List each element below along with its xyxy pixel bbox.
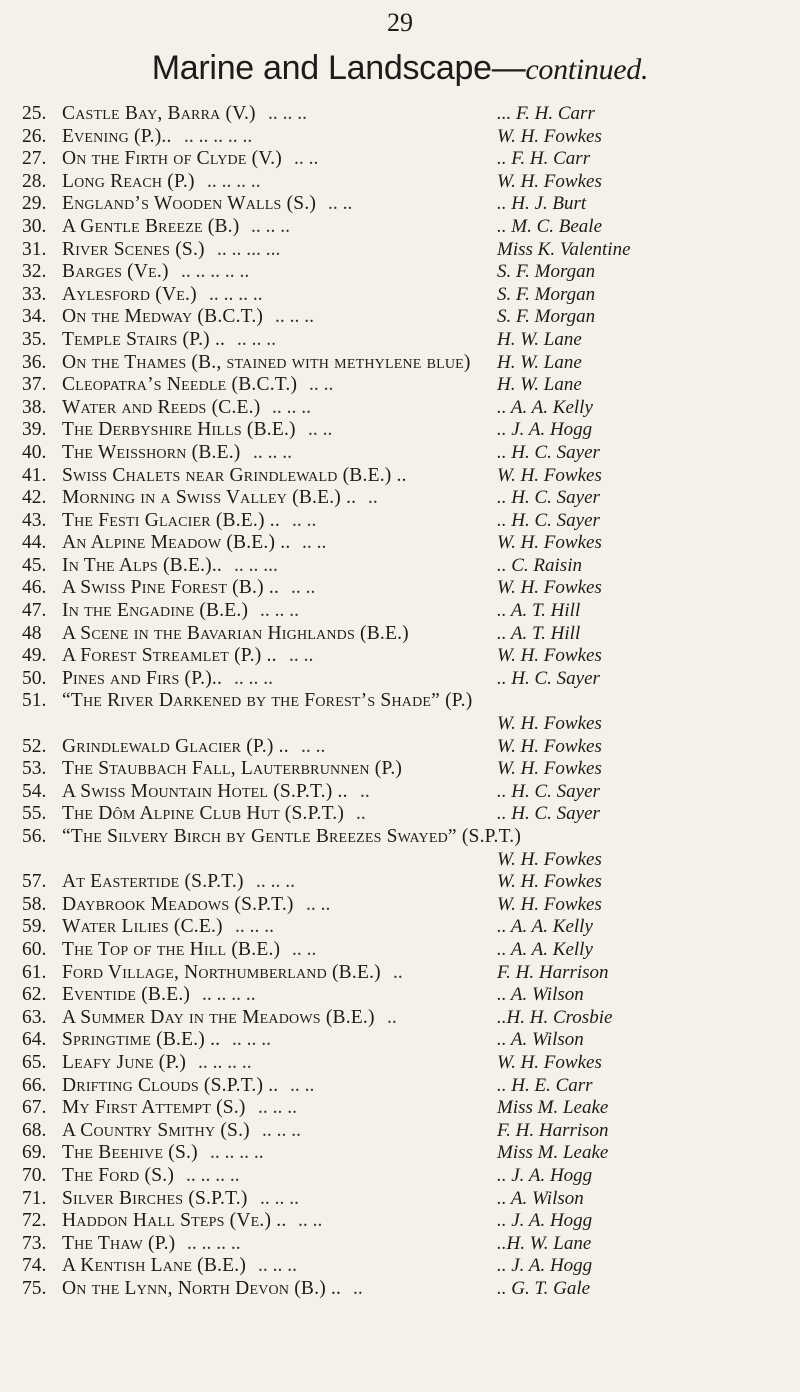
- entry-title: On the Thames (B., stained with methylene blue): [62, 351, 471, 373]
- entry-artist: .. H. C. Sayer: [497, 803, 600, 825]
- entry-number: 66.: [22, 1074, 47, 1096]
- catalogue-entry: [22, 1188, 792, 1211]
- entry-artist: W. H. Fowkes: [497, 713, 602, 735]
- entry-artist: Miss K. Valentine: [497, 238, 631, 260]
- entry-artist: .. A. Wilson: [497, 1029, 584, 1051]
- entry-leader-dots: .. .. ..: [262, 1119, 301, 1141]
- catalogue-entry: [22, 736, 792, 759]
- entry-artist: .. A. T. Hill: [497, 622, 581, 644]
- entry-title: A Gentle Breeze (B.): [62, 215, 240, 237]
- entry-number: 67.: [22, 1097, 47, 1119]
- section-heading-main: Marine and Landscape—: [151, 49, 526, 87]
- entry-title: The Thaw (P.): [62, 1232, 176, 1254]
- entry-leader-dots: .. ..: [309, 374, 334, 396]
- entry-leader-dots: .. .. .. ..: [210, 1142, 264, 1164]
- catalogue-entry: [22, 1165, 792, 1188]
- entry-title: A Swiss Pine Forest (B.) ..: [62, 577, 280, 599]
- catalogue-entry: [22, 487, 792, 510]
- entry-title: “The River Darkened by the Forest’s Shade” (P.): [62, 690, 473, 712]
- catalogue-entry: [22, 713, 792, 736]
- entry-leader-dots: .. .. .. ..: [187, 1232, 241, 1254]
- entry-number: 48: [22, 622, 42, 644]
- entry-title: Silver Birches (S.P.T.): [62, 1187, 248, 1209]
- entry-title: Castle Bay, Barra (V.): [62, 103, 256, 124]
- entry-leader-dots: .. ..: [301, 735, 326, 757]
- entry-number: 72.: [22, 1210, 47, 1232]
- entry-leader-dots: .. ..: [290, 1074, 315, 1096]
- entry-leader-dots: .. .. .. ..: [209, 283, 263, 305]
- entry-number: 57.: [22, 871, 47, 893]
- catalogue-entry: [22, 1142, 792, 1165]
- entry-artist: H. W. Lane: [497, 328, 582, 350]
- entry-leader-dots: .. ..: [298, 1210, 323, 1232]
- entry-number: 47.: [22, 600, 47, 622]
- entry-title: A Swiss Mountain Hotel (S.P.T.) ..: [62, 780, 348, 802]
- entry-title: England’s Wooden Walls (S.): [62, 193, 317, 215]
- entry-number: 61.: [22, 961, 47, 983]
- catalogue-entry: [22, 1120, 792, 1143]
- entry-leader-dots: .. .. ..: [234, 667, 273, 689]
- entry-artist: .. J. A. Hogg: [497, 1164, 593, 1186]
- entry-title: At Eastertide (S.P.T.): [62, 871, 244, 893]
- entry-leader-dots: .. .. ...: [234, 554, 278, 576]
- entry-artist: S. F. Morgan: [497, 261, 596, 283]
- catalogue-entry: [22, 374, 792, 397]
- entry-title: A Country Smithy (S.): [62, 1119, 250, 1141]
- catalogue-entry: [22, 849, 792, 872]
- entry-title: On the Lynn, North Devon (B.) ..: [62, 1277, 342, 1299]
- entry-leader-dots: ..: [356, 803, 366, 825]
- entry-artist: ..H. H. Crosbie: [497, 1006, 613, 1028]
- catalogue-entry: [22, 465, 792, 488]
- entry-number: 30.: [22, 215, 47, 237]
- catalogue-entry: [22, 1097, 792, 1120]
- entry-artist: .. M. C. Beale: [497, 215, 603, 237]
- entry-number: 54.: [22, 780, 47, 802]
- catalogue-entry: [22, 148, 792, 171]
- section-heading: [0, 48, 800, 90]
- entry-artist: H. W. Lane: [497, 351, 582, 373]
- entry-title: The Top of the Hill (B.E.): [62, 938, 281, 960]
- entry-number: 39.: [22, 419, 47, 441]
- entry-number: 52.: [22, 735, 47, 757]
- entry-number: 68.: [22, 1119, 47, 1141]
- catalogue-entry: [22, 352, 792, 375]
- entry-leader-dots: .. .. .. .. ..: [184, 125, 253, 147]
- entry-artist: W. H. Fowkes: [497, 758, 602, 780]
- entry-number: 46.: [22, 577, 47, 599]
- entry-leader-dots: .. ..: [289, 645, 314, 667]
- entry-artist: .. A. Wilson: [497, 1187, 584, 1209]
- entry-title: Haddon Hall Steps (Ve.) ..: [62, 1210, 287, 1232]
- entry-title: Leafy June (P.): [62, 1051, 187, 1073]
- catalogue-entry: [22, 623, 792, 646]
- entry-number: 53.: [22, 758, 47, 780]
- entry-artist: W. H. Fowkes: [497, 125, 602, 147]
- entry-leader-dots: .. ..: [294, 148, 319, 170]
- entry-artist: W. H. Fowkes: [497, 170, 602, 192]
- entry-title: On the Medway (B.C.T.): [62, 306, 264, 328]
- catalogue-entry: [22, 216, 792, 239]
- entry-title: On the Firth of Clyde (V.): [62, 148, 282, 170]
- catalogue-entry: [22, 442, 792, 465]
- entry-number: 38.: [22, 396, 47, 418]
- entry-number: 37.: [22, 374, 47, 396]
- entry-leader-dots: .. .. ..: [268, 103, 307, 124]
- entry-artist: .. F. H. Carr: [497, 148, 591, 170]
- entry-title: The Ford (S.): [62, 1164, 175, 1186]
- catalogue-entry: [22, 419, 792, 442]
- entry-number: 35.: [22, 328, 47, 350]
- entry-leader-dots: .. .. ..: [237, 328, 276, 350]
- entry-title: Pines and Firs (P.)..: [62, 667, 223, 689]
- entry-leader-dots: .. .. ..: [256, 871, 295, 893]
- entry-artist: S. F. Morgan: [497, 306, 596, 328]
- entry-artist: .. H. C. Sayer: [497, 667, 600, 689]
- entry-artist: .. H. C. Sayer: [497, 487, 600, 509]
- entry-artist: .. J. A. Hogg: [497, 1210, 593, 1232]
- catalogue-entry: [22, 1255, 792, 1278]
- entry-number: 36.: [22, 351, 47, 373]
- catalogue-entry: [22, 1029, 792, 1052]
- entry-leader-dots: .. .. ..: [258, 1097, 297, 1119]
- entry-title: Barges (Ve.): [62, 261, 169, 283]
- entry-artist: Miss M. Leake: [497, 1142, 609, 1164]
- entry-artist: .. A. Wilson: [497, 984, 584, 1006]
- entry-title: Water and Reeds (C.E.): [62, 396, 261, 418]
- entry-artist: .. A. A. Kelly: [497, 916, 593, 938]
- entry-number: 64.: [22, 1029, 47, 1051]
- entry-artist: W. H. Fowkes: [497, 532, 602, 554]
- entry-number: 63.: [22, 1006, 47, 1028]
- entry-artist: H. W. Lane: [497, 374, 582, 396]
- entry-number: 26.: [22, 125, 47, 147]
- entry-title: An Alpine Meadow (B.E.) ..: [62, 532, 291, 554]
- entry-title: Grindlewald Glacier (P.) ..: [62, 735, 289, 757]
- entry-number: 56.: [22, 826, 47, 847]
- entry-title: Temple Stairs (P.) ..: [62, 328, 226, 350]
- entry-number: 45.: [22, 554, 47, 576]
- catalogue-entry: [22, 577, 792, 600]
- page-number: 29: [387, 8, 413, 37]
- catalogue-entry: [22, 306, 792, 329]
- catalogue-entry: [22, 261, 792, 284]
- entry-artist: F. H. Harrison: [497, 1119, 609, 1141]
- entry-number: 69.: [22, 1142, 47, 1164]
- catalogue-entry: [22, 939, 792, 962]
- entry-leader-dots: .. ..: [292, 938, 317, 960]
- catalogue-entry: [22, 826, 792, 849]
- entry-number: 32.: [22, 261, 47, 283]
- entry-title: Swiss Chalets near Grindlewald (B.E.) ..: [62, 464, 407, 486]
- entry-title: The Staubbach Fall, Lauterbrunnen (P.): [62, 758, 403, 780]
- catalogue-entry: [22, 916, 792, 939]
- catalogue-entry: [22, 871, 792, 894]
- entry-artist: W. H. Fowkes: [497, 1051, 602, 1073]
- entry-artist: .. A. A. Kelly: [497, 938, 593, 960]
- entry-number: 75.: [22, 1277, 47, 1299]
- entry-artist: W. H. Fowkes: [497, 893, 602, 915]
- entry-artist: ... F. H. Carr: [497, 103, 595, 124]
- entry-artist: .. H. C. Sayer: [497, 441, 600, 463]
- catalogue-entry: [22, 126, 792, 149]
- catalogue-entry: [22, 962, 792, 985]
- entry-title: Drifting Clouds (S.P.T.) ..: [62, 1074, 279, 1096]
- catalogue-entry: [22, 1075, 792, 1098]
- entry-leader-dots: .. .. ..: [232, 1029, 271, 1051]
- entry-leader-dots: .. .. ..: [272, 396, 311, 418]
- catalogue-entry: [22, 1210, 792, 1233]
- entry-leader-dots: .. ..: [302, 532, 327, 554]
- entry-number: 44.: [22, 532, 47, 554]
- entry-title: A Scene in the Bavarian Highlands (B.E.): [62, 622, 409, 644]
- entry-leader-dots: ..: [368, 487, 378, 509]
- entry-number: 31.: [22, 238, 47, 260]
- entry-title: “The Silvery Birch by Gentle Breezes Swayed” (S.P.T.): [62, 826, 522, 847]
- entry-title: In The Alps (B.E.)..: [62, 554, 222, 576]
- entry-number: 71.: [22, 1187, 47, 1209]
- entry-title: River Scenes (S.): [62, 238, 205, 260]
- entry-number: 34.: [22, 306, 47, 328]
- entry-leader-dots: .. ..: [306, 893, 331, 915]
- entry-leader-dots: .. .. ..: [258, 1255, 297, 1277]
- entry-title: A Summer Day in the Meadows (B.E.): [62, 1006, 375, 1028]
- entry-leader-dots: .. ..: [308, 419, 333, 441]
- entry-number: 70.: [22, 1164, 47, 1186]
- entry-title: The Derbyshire Hills (B.E.): [62, 419, 296, 441]
- entry-number: 60.: [22, 938, 47, 960]
- entry-number: 74.: [22, 1255, 47, 1277]
- entry-title: A Forest Streamlet (P.) ..: [62, 645, 277, 667]
- catalogue-list: [22, 103, 792, 1300]
- entry-leader-dots: .. .. ..: [253, 441, 292, 463]
- entry-title: Ford Village, Northumberland (B.E.): [62, 961, 381, 983]
- entry-number: 40.: [22, 441, 47, 463]
- entry-title: The Dôm Alpine Club Hut (S.P.T.): [62, 803, 345, 825]
- entry-leader-dots: ..: [393, 961, 403, 983]
- entry-artist: W. H. Fowkes: [497, 735, 602, 757]
- catalogue-entry: [22, 171, 792, 194]
- entry-leader-dots: .. .. ..: [260, 1187, 299, 1209]
- section-heading-continued: continued.: [525, 53, 649, 86]
- entry-artist: .. A. A. Kelly: [497, 396, 593, 418]
- catalogue-entry: [22, 329, 792, 352]
- catalogue-entry: [22, 1278, 792, 1301]
- entry-title: The Festi Glacier (B.E.) ..: [62, 509, 280, 531]
- entry-leader-dots: .. .. .. ..: [186, 1164, 240, 1186]
- entry-leader-dots: .. .. ..: [251, 215, 290, 237]
- entry-title: A Kentish Lane (B.E.): [62, 1255, 247, 1277]
- entry-leader-dots: .. .. .. ..: [198, 1051, 252, 1073]
- entry-artist: .. J. A. Hogg: [497, 419, 593, 441]
- entry-artist: W. H. Fowkes: [497, 464, 602, 486]
- entry-number: 50.: [22, 667, 47, 689]
- entry-artist: W. H. Fowkes: [497, 645, 602, 667]
- catalogue-entry: [22, 555, 792, 578]
- entry-artist: F. H. Harrison: [497, 961, 609, 983]
- entry-number: 59.: [22, 916, 47, 938]
- entry-artist: W. H. Fowkes: [497, 848, 602, 870]
- entry-number: 25.: [22, 103, 47, 124]
- entry-leader-dots: ..: [360, 780, 370, 802]
- catalogue-entry: [22, 397, 792, 420]
- entry-leader-dots: .. .. ..: [260, 600, 299, 622]
- catalogue-entry: [22, 103, 792, 126]
- entry-title: Cleopatra’s Needle (B.C.T.): [62, 374, 298, 396]
- entry-number: 33.: [22, 283, 47, 305]
- entry-artist: .. H. E. Carr: [497, 1074, 593, 1096]
- entry-artist: Miss M. Leake: [497, 1097, 609, 1119]
- entry-artist: W. H. Fowkes: [497, 577, 602, 599]
- entry-leader-dots: .. .. ..: [275, 306, 314, 328]
- entry-title: Long Reach (P.): [62, 170, 195, 192]
- entry-number: 28.: [22, 170, 47, 192]
- entry-leader-dots: .. .. ... ...: [217, 238, 281, 260]
- entry-number: 73.: [22, 1232, 47, 1254]
- catalogue-entry: [22, 781, 792, 804]
- entry-leader-dots: .. .. ..: [235, 916, 274, 938]
- catalogue-entry: [22, 600, 792, 623]
- catalogue-entry: [22, 690, 792, 713]
- entry-title: Morning in a Swiss Valley (B.E.) ..: [62, 487, 357, 509]
- catalogue-entry: [22, 1233, 792, 1256]
- catalogue-entry: [22, 510, 792, 533]
- entry-artist: S. F. Morgan: [497, 283, 596, 305]
- catalogue-entry: [22, 284, 792, 307]
- catalogue-entry: [22, 1052, 792, 1075]
- catalogue-entry: [22, 803, 792, 826]
- entry-leader-dots: .. .. .. .. ..: [181, 261, 250, 283]
- entry-leader-dots: .. .. .. ..: [207, 170, 261, 192]
- entry-artist: .. H. C. Sayer: [497, 780, 600, 802]
- entry-artist: .. H. J. Burt: [497, 193, 587, 215]
- catalogue-entry: [22, 1007, 792, 1030]
- entry-leader-dots: .. .. .. ..: [202, 984, 256, 1006]
- entry-leader-dots: ..: [353, 1277, 363, 1299]
- entry-artist: .. C. Raisin: [497, 554, 582, 576]
- entry-title: Water Lilies (C.E.): [62, 916, 223, 938]
- entry-title: Daybrook Meadows (S.P.T.): [62, 893, 294, 915]
- entry-artist: .. A. T. Hill: [497, 600, 581, 622]
- entry-number: 58.: [22, 893, 47, 915]
- entry-title: In the Engadine (B.E.): [62, 600, 249, 622]
- entry-title: Springtime (B.E.) ..: [62, 1029, 221, 1051]
- entry-artist: .. J. A. Hogg: [497, 1255, 593, 1277]
- catalogue-entry: [22, 758, 792, 781]
- entry-leader-dots: .. ..: [292, 509, 317, 531]
- catalogue-entry: [22, 984, 792, 1007]
- entry-leader-dots: .. ..: [291, 577, 316, 599]
- entry-title: Evening (P.)..: [62, 125, 172, 147]
- entry-title: The Weisshorn (B.E.): [62, 441, 241, 463]
- entry-title: Eventide (B.E.): [62, 984, 191, 1006]
- entry-artist: .. G. T. Gale: [497, 1277, 591, 1299]
- entry-number: 41.: [22, 464, 47, 486]
- catalogue-entry: [22, 532, 792, 555]
- entry-title: My First Attempt (S.): [62, 1097, 246, 1119]
- catalogue-entry: [22, 894, 792, 917]
- entry-artist: ..H. W. Lane: [497, 1232, 592, 1254]
- entry-artist: W. H. Fowkes: [497, 871, 602, 893]
- catalogue-entry: [22, 645, 792, 668]
- catalogue-entry: [22, 668, 792, 691]
- entry-artist: .. H. C. Sayer: [497, 509, 600, 531]
- entry-number: 51.: [22, 690, 47, 712]
- entry-number: 42.: [22, 487, 47, 509]
- entry-number: 65.: [22, 1051, 47, 1073]
- catalogue-entry: [22, 193, 792, 216]
- entry-number: 62.: [22, 984, 47, 1006]
- entry-title: The Beehive (S.): [62, 1142, 198, 1164]
- entry-number: 27.: [22, 148, 47, 170]
- entry-number: 43.: [22, 509, 47, 531]
- entry-number: 29.: [22, 193, 47, 215]
- entry-number: 55.: [22, 803, 47, 825]
- entry-title: Aylesford (Ve.): [62, 283, 197, 305]
- entry-leader-dots: ..: [387, 1006, 397, 1028]
- entry-number: 49.: [22, 645, 47, 667]
- catalogue-entry: [22, 239, 792, 262]
- entry-leader-dots: .. ..: [328, 193, 353, 215]
